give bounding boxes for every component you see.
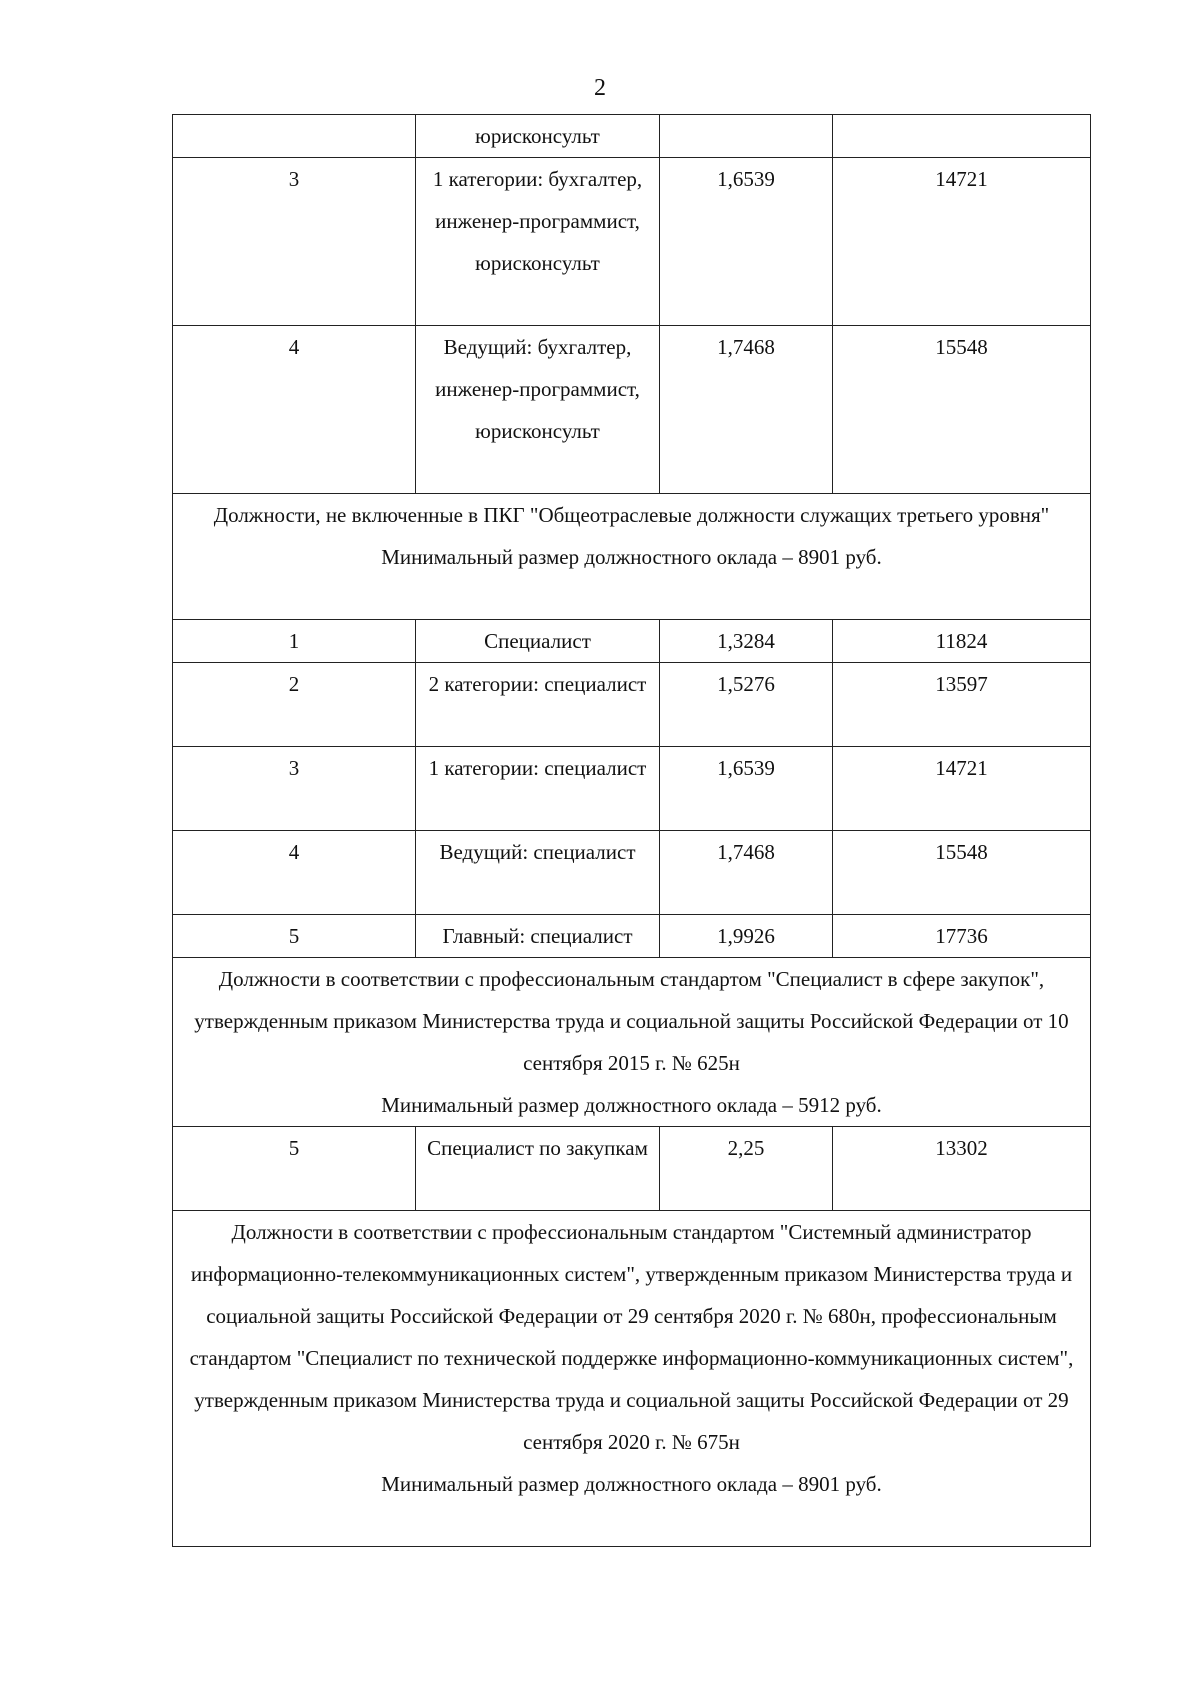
cell-coefficient: 1,7468 (660, 326, 833, 494)
cell-salary: 13302 (833, 1127, 1091, 1211)
cell-salary: 17736 (833, 915, 1091, 958)
cell-salary: 15548 (833, 831, 1091, 915)
section-min-salary: Минимальный размер должностного оклада – 5912 руб. (381, 1093, 882, 1117)
cell-coefficient: 1,6539 (660, 747, 833, 831)
cell-num: 4 (173, 326, 416, 494)
cell-position: Главный: специалист (416, 915, 660, 958)
cell-position: 1 категории: бухгалтер, инженер-программист, юрисконсульт (416, 158, 660, 326)
cell-salary: 14721 (833, 747, 1091, 831)
cell-num: 5 (173, 1127, 416, 1211)
table-row (173, 663, 1091, 747)
cell-num: 4 (173, 831, 416, 915)
cell-num: 3 (173, 158, 416, 326)
cell-salary: 15548 (833, 326, 1091, 494)
cell-coefficient: 1,7468 (660, 831, 833, 915)
table-row (173, 158, 1091, 326)
cell-num: 1 (173, 620, 416, 663)
section-title: Должности в соответствии с профессиональным стандартом "Системный администратор информационно-телекоммуникационных систем", утвержденным приказом Министерства труда и социальной защиты Российской Федерации от 29 сентября 2020 г. № 680н, профессиональным стандартом "Специалист по технической поддержке информационно-коммуникационных систем", утвержденным приказом Министерства труда и социальной защиты Российской Федерации от 29 сентября 2020 г. № 675н (189, 1220, 1074, 1454)
section-header-cell (173, 1211, 1091, 1547)
page-number: 2 (594, 75, 606, 101)
cell-num (173, 115, 416, 158)
table-row (173, 326, 1091, 494)
cell-num: 5 (173, 915, 416, 958)
cell-salary: 11824 (833, 620, 1091, 663)
section-header-row (173, 958, 1091, 1127)
cell-position: 1 категории: специалист (416, 747, 660, 831)
cell-num: 2 (173, 663, 416, 747)
section-title: Должности в соответствии с профессиональным стандартом "Специалист в сфере закупок", утвержденным приказом Министерства труда и социальной защиты Российской Федерации от 10 сентября 2015 г. № 625н (194, 967, 1069, 1075)
table-row (173, 747, 1091, 831)
section-header-cell (173, 958, 1091, 1127)
table-row (173, 915, 1091, 958)
cell-coefficient: 1,9926 (660, 915, 833, 958)
cell-salary: 13597 (833, 663, 1091, 747)
table-row (173, 115, 1091, 158)
cell-salary (833, 115, 1091, 158)
cell-position: 2 категории: специалист (416, 663, 660, 747)
cell-coefficient: 2,25 (660, 1127, 833, 1211)
section-header-row (173, 1211, 1091, 1547)
cell-position: Ведущий: специалист (416, 831, 660, 915)
section-header-cell (173, 494, 1091, 620)
cell-position: Специалист по закупкам (416, 1127, 660, 1211)
cell-coefficient: 1,5276 (660, 663, 833, 747)
table-row (173, 1127, 1091, 1211)
cell-coefficient: 1,6539 (660, 158, 833, 326)
table-row (173, 831, 1091, 915)
section-header-row (173, 494, 1091, 620)
cell-coefficient (660, 115, 833, 158)
section-title: Должности, не включенные в ПКГ "Общеотраслевые должности служащих третьего уровня" (213, 503, 1050, 527)
cell-num: 3 (173, 747, 416, 831)
cell-position: юрисконсульт (416, 115, 660, 158)
salary-table (172, 114, 1091, 1547)
table-row (173, 620, 1091, 663)
cell-position: Ведущий: бухгалтер, инженер-программист, юрисконсульт (416, 326, 660, 494)
cell-salary: 14721 (833, 158, 1091, 326)
section-min-salary: Минимальный размер должностного оклада – 8901 руб. (381, 1472, 882, 1496)
cell-position: Специалист (416, 620, 660, 663)
section-min-salary: Минимальный размер должностного оклада – 8901 руб. (381, 545, 882, 569)
cell-coefficient: 1,3284 (660, 620, 833, 663)
